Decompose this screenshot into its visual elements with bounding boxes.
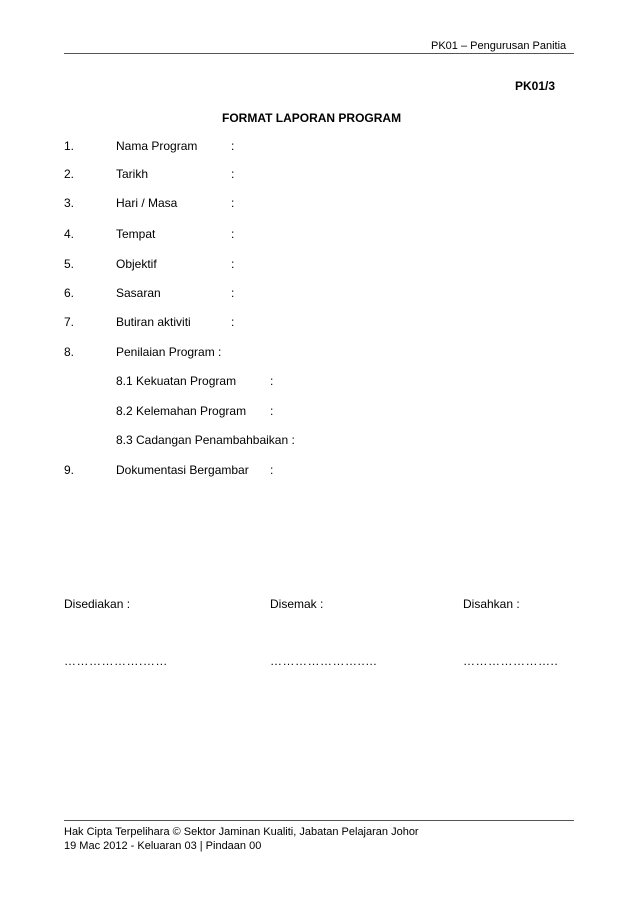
item-number: 7.: [64, 315, 75, 329]
item-colon: :: [231, 139, 235, 153]
item-colon: :: [231, 167, 235, 181]
item-number: 5.: [64, 257, 75, 271]
item-colon: :: [231, 196, 235, 210]
form-code: PK01/3: [515, 79, 556, 93]
item-label-tempat: Tempat: [116, 227, 156, 241]
item-number: 2.: [64, 167, 75, 181]
sub-item-cadangan: 8.3 Cadangan Penambahbaikan :: [116, 433, 295, 447]
item-label-hari-masa: Hari / Masa: [116, 196, 178, 210]
item-number: 6.: [64, 286, 75, 300]
item-label-dokumentasi: Dokumentasi Bergambar: [116, 463, 249, 477]
item-colon: :: [231, 257, 235, 271]
item-colon: :: [231, 286, 235, 300]
item-label-tarikh: Tarikh: [116, 167, 149, 181]
approved-by-label: Disahkan :: [463, 597, 520, 611]
header-rule: [64, 53, 574, 54]
item-colon: :: [231, 227, 235, 241]
item-label-penilaian-program: Penilaian Program :: [116, 345, 222, 359]
item-label-sasaran: Sasaran: [116, 286, 161, 300]
item-label-nama-program: Nama Program: [116, 139, 198, 153]
item-number: 1.: [64, 139, 75, 153]
approved-signature-line: …………………..: [463, 654, 559, 668]
item-number: 9.: [64, 463, 75, 477]
item-label-objektif: Objektif: [116, 257, 157, 271]
page-title: FORMAT LAPORAN PROGRAM: [222, 111, 402, 125]
item-number: 4.: [64, 227, 75, 241]
sub-item-kekuatan: 8.1 Kekuatan Program: [116, 374, 237, 388]
document-reference: PK01 – Pengurusan Panitia: [431, 40, 567, 52]
item-label-butiran-aktiviti: Butiran aktiviti: [116, 315, 191, 329]
sub-item-colon: :: [270, 374, 274, 388]
prepared-signature-line: ……………….……: [64, 654, 168, 668]
checked-signature-line: …………………..…: [270, 654, 378, 668]
sub-item-kelemahan: 8.2 Kelemahan Program: [116, 404, 247, 418]
checked-by-label: Disemak :: [270, 597, 324, 611]
footer-rule: [64, 820, 574, 821]
item-number: 8.: [64, 345, 75, 359]
footer-copyright: Hak Cipta Terpelihara © Sektor Jaminan Kualiti, Jabatan Pelajaran Johor: [64, 826, 419, 838]
item-colon: :: [270, 463, 274, 477]
sub-item-colon: :: [270, 404, 274, 418]
prepared-by-label: Disediakan :: [64, 597, 131, 611]
footer-date-line: 19 Mac 2012 - Keluaran 03 | Pindaan 00: [64, 840, 262, 852]
item-number: 3.: [64, 196, 75, 210]
item-colon: :: [231, 315, 235, 329]
